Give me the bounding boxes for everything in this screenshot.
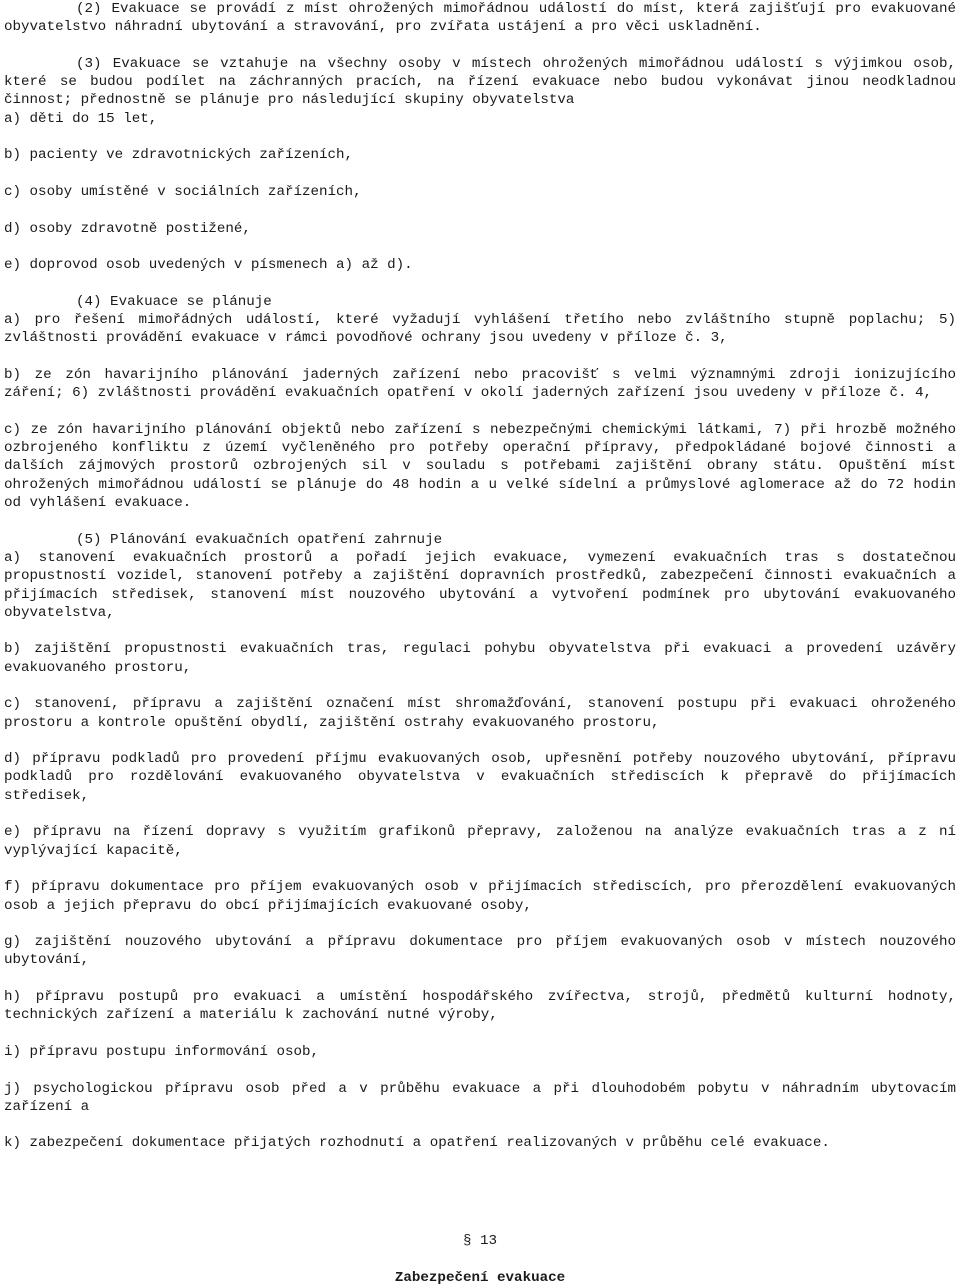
document-page — [4, 0, 956, 1286]
list-item-5a: a) stanovení evakuačních prostorů a pořadí jejich evakuace, vymezení evakuačních tras s dostatečnou propustností vozidel, stanovení potřeby a zajištění dopravních prostředků, zabezpečení činnosti evakuačních a přijímacích středisek, stanovení míst nouzového ubytování a vytvoření podmínek pro ubytování evakuovaného obyvatelstva, — [4, 549, 956, 621]
list-item-3b: b) pacienty ve zdravotnických zařízeních, — [4, 147, 354, 164]
list-item-4b: b) ze zón havarijního plánování jaderných zařízení nebo pracovišť s velmi významnými zdroji ionizujícího záření; 6) zvláštnosti provádění evakuačních opatření v okolí jaderných zařízení jsou uvedeny v příloze č. 4, — [4, 366, 956, 402]
paragraph-4: (4) Evakuace se plánuje — [76, 293, 272, 310]
list-item-4c: c) ze zón havarijního plánování objektů nebo zařízení s nebezpečnými chemickými látkami, 7) při hrozbě možného ozbrojeného konfliktu z území vyčleněného pro potřeby operační přípravy, předpokládané bojové činnosti a dalších zájmových prostorů ozbrojených sil v souladu s potřebami zajištění obrany státu. Opuštění míst ohrožených mimořádnou událostí se plánuje do 48 hodin a u velké sídelní a průmyslové aglomerace až do 72 hodin od vyhlášení evakuace. — [4, 421, 956, 512]
list-item-3d: d) osoby zdravotně postižené, — [4, 220, 251, 237]
list-item-4a: a) pro řešení mimořádných událostí, které vyžadují vyhlášení třetího nebo zvláštního stupně poplachu; 5) zvláštnosti provádění evakuace v rámci povodňové ochrany jsou uvedeny v příloze č. 3, — [4, 312, 956, 347]
list-item-5h: h) přípravu postupů pro evakuaci a umístění hospodářského zvířectva, strojů, předmětů kulturní hodnoty, technických zařízení a materiálu k zachování nutné výroby, — [4, 989, 956, 1024]
section-title: Zabezpečení evakuace — [394, 1270, 566, 1286]
list-item-5e: e) přípravu na řízení dopravy s využitím grafikonů přepravy, založenou na analýze evakuačních tras a z ní vyplývající kapacitě, — [4, 824, 956, 859]
list-item-3c: c) osoby umístěné v sociálních zařízeních, — [4, 183, 362, 200]
list-item-5c: c) stanovení, přípravu a zajištění označení míst shromažďování, stanovení postupu při evakuaci ohroženého prostoru a kontrole opuštění obydlí, zajištění ostrahy evakuovaného prostoru, — [4, 696, 956, 731]
list-item-5f: f) přípravu dokumentace pro příjem evakuovaných osob v přijímacích střediscích, pro přerozdělení evakuovaných osob a jejich přepravu do obcí přijímajících evakuované osoby, — [4, 879, 956, 914]
paragraph-3: (3) Evakuace se vztahuje na všechny osoby v místech ohrožených mimořádnou událostí s výjimkou osob, které se budou podílet na záchranných pracích, na řízení evakuace nebo budou vykonávat jinou neodkladnou činnost; přednostně se plánuje pro následující skupiny obyvatelstva — [4, 55, 956, 109]
list-item-5j: j) psychologickou přípravu osob před a v průběhu evakuace a při dlouhodobém pobytu v náhradním ubytovacím zařízení a — [4, 1080, 956, 1115]
section-number: § 13 — [462, 1233, 498, 1249]
list-item-5k: k) zabezpečení dokumentace přijatých rozhodnutí a opatření realizovaných v průběhu celé evakuace. — [4, 1135, 830, 1152]
list-item-3e: e) doprovod osob uvedených v písmenech a) až d). — [4, 257, 413, 274]
list-item-5g: g) zajištění nouzového ubytování a přípravu dokumentace pro příjem evakuovaných osob v místech nouzového ubytování, — [4, 934, 956, 969]
list-item-5b: b) zajištění propustnosti evakuačních tras, regulaci pohybu obyvatelstva při evakuaci a provedení uzávěry evakuovaného prostoru, — [4, 641, 956, 676]
list-item-5d: d) přípravu podkladů pro provedení příjmu evakuovaných osob, upřesnění potřeby nouzového ubytování, přípravu podkladů pro rozdělování evakuovaného obyvatelstva v evakuačních střediscích k přepravě do přijímacích středisek, — [4, 751, 956, 804]
paragraph-5: (5) Plánování evakuačních opatření zahrnuje — [76, 531, 443, 548]
list-item-3a: a) děti do 15 let, — [4, 110, 158, 127]
paragraph-2: (2) Evakuace se provádí z míst ohrožených mimořádnou událostí do míst, která zajišťují pro evakuované obyvatelstvo náhradní ubytování a stravování, pro zvířata ustájení a pro věci uskladnění. — [4, 1, 956, 36]
list-item-5i: i) přípravu postupu informování osob, — [4, 1043, 320, 1060]
